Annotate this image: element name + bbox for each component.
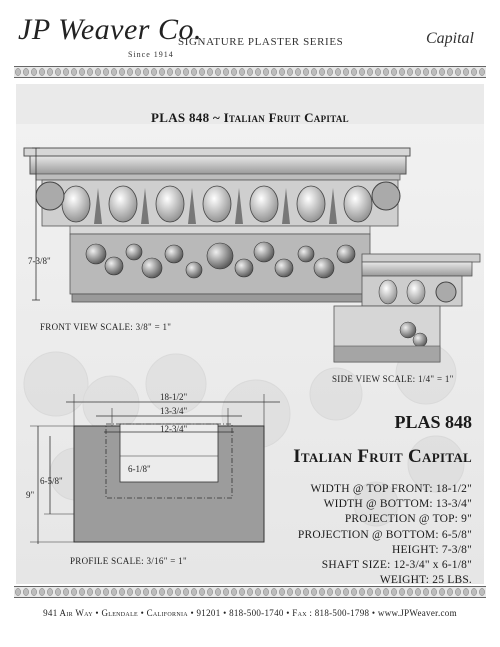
product-code: PLAS 848 bbox=[394, 412, 472, 432]
spec-item: WIDTH @ TOP FRONT: 18-1/2" bbox=[310, 483, 472, 495]
profile-shaft-depth: 6-1/8" bbox=[128, 464, 151, 474]
spec-item: HEIGHT: 7-3/8" bbox=[391, 543, 472, 556]
profile-shaft-width: 12-3/4" bbox=[160, 424, 188, 434]
top-ornament-band bbox=[14, 66, 486, 78]
spec-item: WIDTH @ BOTTOM: 13-3/4" bbox=[323, 498, 472, 511]
footer-city: Glendale bbox=[101, 608, 138, 618]
front-view-drawing bbox=[24, 148, 410, 302]
egg-dart-pattern bbox=[14, 586, 486, 598]
spec-item: PROJECTION @ BOTTOM: 6-5/8" bbox=[297, 528, 472, 541]
brand-logo: JP Weaver Co. bbox=[18, 13, 202, 46]
footer-fax: Fax : 818-500-1798 bbox=[292, 608, 370, 618]
category-label: Capital bbox=[425, 30, 474, 47]
series-label: SIGNATURE PLASTER SERIES bbox=[178, 36, 344, 48]
product-title-name: Italian Fruit Capital bbox=[223, 110, 349, 125]
product-title bbox=[0, 110, 500, 126]
egg-dart-pattern bbox=[14, 66, 486, 78]
profile-projection-bottom: 6-5/8" bbox=[40, 476, 63, 486]
spec-item: WEIGHT: 25 LBS. bbox=[379, 574, 472, 587]
profile-bottom-width: 13-3/4" bbox=[160, 406, 188, 416]
spec-list bbox=[298, 482, 472, 588]
product-name: Italian Fruit Capital bbox=[293, 446, 472, 467]
footer-address: 941 Air Way bbox=[43, 608, 93, 618]
profile-top-width: 18-1/2" bbox=[160, 392, 188, 402]
front-height-dimension: 7-3/8" bbox=[28, 256, 51, 266]
bottom-ornament-band bbox=[14, 586, 486, 598]
profile-projection-top: 9" bbox=[26, 490, 35, 500]
footer-website-link[interactable]: www.JPWeaver.com bbox=[377, 608, 457, 618]
front-view-caption: FRONT VIEW SCALE: 3/8" = 1" bbox=[40, 322, 172, 332]
since-label: Since 1914 bbox=[128, 50, 174, 59]
footer-phone[interactable]: 818-500-1740 bbox=[229, 608, 284, 618]
product-title-code: PLAS 848 ~ bbox=[151, 110, 224, 125]
footer-contact: 941 Air Way • Glendale • California • 91201 • 818-500-1740 • Fax : 818-500-1798 • www.JPWeaver.com bbox=[43, 608, 457, 618]
spec-item: PROJECTION @ TOP: 9" bbox=[344, 513, 472, 526]
profile-caption: PROFILE SCALE: 3/16" = 1" bbox=[70, 556, 187, 566]
footer-zip: 91201 bbox=[196, 608, 221, 618]
footer-state: California bbox=[146, 608, 188, 618]
side-view-caption: SIDE VIEW SCALE: 1/4" = 1" bbox=[332, 374, 454, 384]
spec-item: SHAFT SIZE: 12-3/4" x 6-1/8" bbox=[321, 559, 472, 572]
